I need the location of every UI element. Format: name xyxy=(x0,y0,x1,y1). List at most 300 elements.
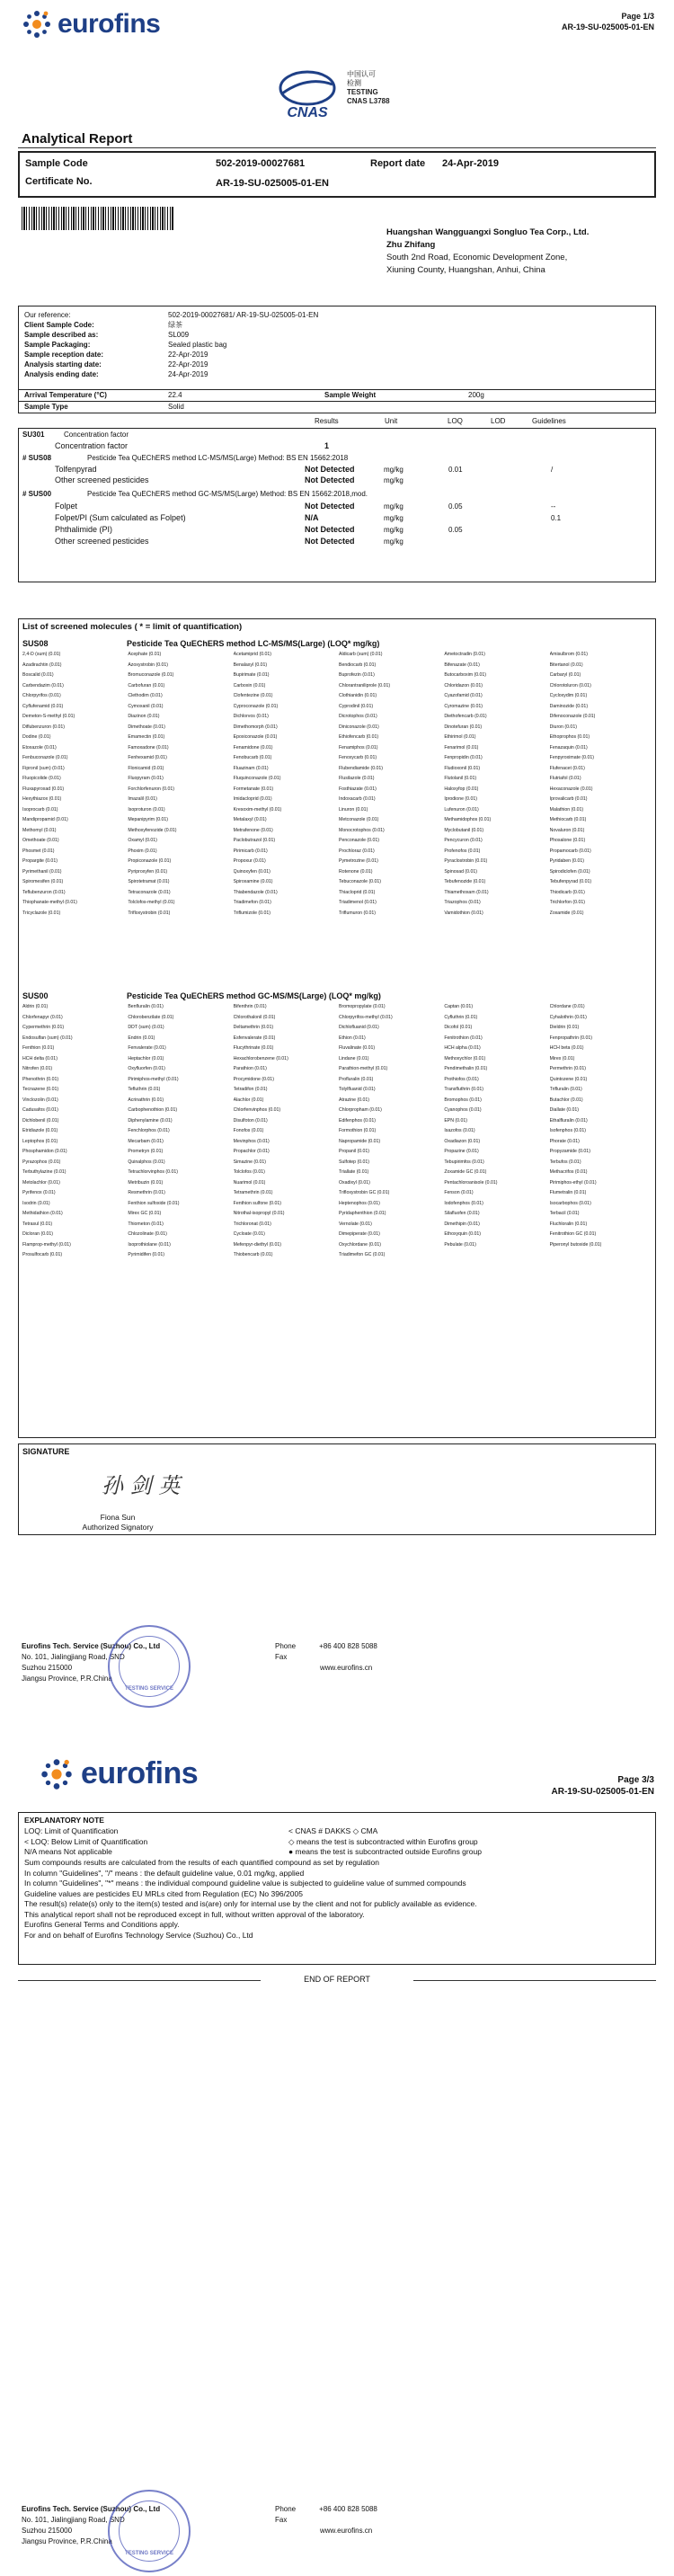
molecule-item: Oxamyl (0.01) xyxy=(128,838,157,843)
molecule-item: Napropamide (0.01) xyxy=(339,1138,381,1144)
molecule-item: Carbofuran (0.01) xyxy=(128,682,165,688)
molecule-item: Ethoprophos (0.01) xyxy=(549,734,590,740)
molecule-item: Parathion-methyl (0.01) xyxy=(339,1066,388,1071)
result-name: Phthalimide (PI) xyxy=(55,525,113,534)
molecule-item: Dicrotophos (0.01) xyxy=(339,714,377,719)
molecule-item: Fenpropidin (0.01) xyxy=(444,755,483,760)
molecule-item: Chlozolinate (0.01) xyxy=(128,1231,167,1237)
footer-fax-label: Fax xyxy=(275,1653,288,1661)
molecule-item: Fenvalerate (0.01) xyxy=(128,1045,166,1051)
molecule-item: Pyridaben (0.01) xyxy=(549,858,585,864)
molecule-item: Isocarbophos (0.01) xyxy=(549,1200,591,1206)
footer-page1 xyxy=(22,1641,651,1695)
molecule-item: Dichlorvos (0.01) xyxy=(233,714,269,719)
molecule-item: Pendimethalin (0.01) xyxy=(444,1066,488,1071)
su500-code: # SUS00 xyxy=(22,490,52,498)
molecule-item: Thiometon (0.01) xyxy=(128,1221,164,1227)
molecule-item: Flutriafol (0.01) xyxy=(549,776,581,781)
molecule-item: HCH beta (0.01) xyxy=(549,1045,584,1051)
result-loq: 0.01 xyxy=(448,466,463,474)
result-value: Not Detected xyxy=(305,465,355,474)
molecule-item: Dinotefuran (0.01) xyxy=(444,724,483,730)
sample-code-box xyxy=(18,151,656,198)
molecule-item: Cyfluthrin (0.01) xyxy=(444,1014,478,1020)
sample-info-box xyxy=(18,306,656,413)
molecule-item: Pyrazophos (0.01) xyxy=(22,1159,61,1165)
molecule-item: Teflubenzuron (0.01) xyxy=(22,889,66,895)
molecule-item: Metalaxyl (0.01) xyxy=(233,817,267,822)
molecule-item: Fenarimol (0.01) xyxy=(444,744,479,751)
molecule-item: Tetraconazole (0.01) xyxy=(128,889,171,895)
result-value: N/A xyxy=(305,513,319,522)
su500-method: Pesticide Tea QuEChERS method GC-MS/MS(Large) Method: BS EN 15662:2018,mod. xyxy=(87,490,368,498)
molecule-item: Bromuconazole (0.01) xyxy=(128,672,174,678)
molecule-item: Chlorfenapyr (0.01) xyxy=(22,1014,63,1020)
molecule-item: Paclobutrazol (0.01) xyxy=(233,838,276,843)
footer-address1: No. 101, Jialingjiang Road, SND xyxy=(22,1653,125,1661)
molecule-item: Trifloxystrobin GC (0.01) xyxy=(339,1190,390,1195)
note-line: Sum compounds results are calculated from the results of each quantified compound as set by regulation xyxy=(24,1858,379,1867)
molecule-item: Phoxim (0.01) xyxy=(128,848,157,854)
molecule-item: Lufenuron (0.01) xyxy=(444,806,479,813)
molecule-item: Tecnazene (0.01) xyxy=(22,1087,59,1092)
eurofins-logo-icon xyxy=(40,1757,74,1791)
molecule-item: Chlorotoluron (0.01) xyxy=(549,682,591,688)
molecule-item: Triadimenol (0.01) xyxy=(339,900,377,905)
molecule-item: Aldrin (0.01) xyxy=(22,1004,49,1009)
molecule-item: Triallate (0.01) xyxy=(339,1169,369,1175)
footer-address1: No. 101, Jialingjiang Road, SND xyxy=(22,2516,125,2524)
molecule-item: Pirimiphos-ethyl (0.01) xyxy=(549,1179,597,1186)
page-number: Page 1/3 xyxy=(621,12,654,21)
molecule-item: Isodrin (0.01) xyxy=(22,1200,50,1206)
molecule-item: Thiodicarb (0.01) xyxy=(549,889,585,895)
molecule-item: Atrazine (0.01) xyxy=(339,1097,370,1103)
footer-fax-label: Fax xyxy=(275,2516,288,2524)
report-id: AR-19-SU-025005-01-EN xyxy=(551,1787,654,1797)
molecule-item: Silafluofen (0.01) xyxy=(444,1211,480,1216)
molecule-item: Dodine (0.01) xyxy=(22,734,51,740)
molecule-item: Diazinon (0.01) xyxy=(128,714,160,719)
molecule-item: Benalaxyl (0.01) xyxy=(233,662,268,668)
molecule-item: Tetramethrin (0.01) xyxy=(233,1190,273,1195)
molecule-item: Chlorobenzilate (0.01) xyxy=(128,1014,174,1020)
molecule-item: DDT (sum) (0.01) xyxy=(128,1025,164,1030)
molecule-item: Dicofol (0.01) xyxy=(444,1025,473,1030)
molecule-item: Flamprop-methyl (0.01) xyxy=(22,1241,71,1248)
molecule-item: Mirex (0.01) xyxy=(549,1055,575,1061)
molecule-item: Tolylfluanid (0.01) xyxy=(339,1087,376,1092)
molecule-item: Mecarbam (0.01) xyxy=(128,1138,164,1144)
cnas-number: CNAS L3788 xyxy=(347,97,390,105)
molecule-item: Lindane (0.01) xyxy=(339,1055,369,1061)
molecule-item: Methoxychlor (0.01) xyxy=(444,1055,486,1061)
molecule-item: Fenthion (0.01) xyxy=(22,1045,55,1051)
molecule-item: Clofentezine (0.01) xyxy=(233,693,273,698)
sample-code-label: Sample Code xyxy=(25,158,88,169)
footer-page3 xyxy=(22,2504,651,2558)
molecule-item: Fenamidone (0.01) xyxy=(233,744,273,751)
molecule-item: Trifluralin (0.01) xyxy=(549,1087,582,1092)
lc-method-title: Pesticide Tea QuEChERS method LC-MS/MS(Large) (LOQ* mg/kg) xyxy=(127,639,380,648)
molecule-item: Phorate (0.01) xyxy=(549,1138,580,1144)
result-unit: mg/kg xyxy=(384,476,404,484)
molecule-item: Fosthiazate (0.01) xyxy=(339,786,377,792)
molecule-item: Iprovalicarb (0.01) xyxy=(549,796,588,802)
molecule-item: Diflubenzuron (0.01) xyxy=(22,724,66,730)
molecule-item: Oxychlordane (0.01) xyxy=(339,1241,381,1248)
molecule-item: Pyrifenox (0.01) xyxy=(22,1190,56,1195)
molecule-item: Diethofencarb (0.01) xyxy=(444,714,487,719)
molecule-item: Fenamiphos (0.01) xyxy=(339,744,378,751)
notes-full xyxy=(24,1858,650,1941)
molecule-item: Kresoxim-methyl (0.01) xyxy=(233,806,282,813)
molecule-item: Pyraclostrobin (0.01) xyxy=(444,858,488,864)
cnas-cn1: 中国认可 xyxy=(347,70,376,78)
molecule-item: Methacrifos (0.01) xyxy=(549,1169,588,1175)
client-person: Zhu Zhifang xyxy=(386,240,436,250)
molecule-item: Heptachlor (0.01) xyxy=(128,1055,164,1061)
molecule-item: Cyanophos (0.01) xyxy=(444,1107,482,1113)
footer-phone: +86 400 828 5088 xyxy=(319,2505,377,2513)
molecule-item: Omethoate (0.01) xyxy=(22,838,59,843)
molecule-item: Spinosad (0.01) xyxy=(444,868,477,875)
molecule-item: Dichlobenil (0.01) xyxy=(22,1117,59,1124)
molecule-item: Thiophanate-methyl (0.01) xyxy=(22,900,77,905)
molecule-item: EPN (0.01) xyxy=(444,1117,467,1124)
result-name: Other screened pesticides xyxy=(55,475,149,484)
note-line: ◇ means the test is subcontracted within Eurofins group xyxy=(288,1836,478,1846)
molecule-item: Propanil (0.01) xyxy=(339,1149,370,1154)
molecule-item: Linuron (0.01) xyxy=(339,806,368,813)
molecule-item: Boscalid (0.01) xyxy=(22,672,54,678)
molecule-item: Acrinathrin (0.01) xyxy=(128,1097,164,1103)
info-key: Analysis starting date: xyxy=(24,360,102,369)
eurofins-wordmark: eurofins xyxy=(58,9,161,39)
molecule-item: Captan (0.01) xyxy=(444,1004,474,1009)
sample-type-value: Solid xyxy=(168,403,184,411)
cnas-mark xyxy=(275,67,419,120)
molecule-item: Terbuthylazine (0.01) xyxy=(22,1169,67,1175)
divider xyxy=(18,147,656,148)
molecule-item: Fluopicolide (0.01) xyxy=(22,776,61,781)
molecule-item: Etridiazole (0.01) xyxy=(22,1128,58,1133)
screened-title: List of screened molecules ( * = limit of quantification) xyxy=(22,622,243,632)
molecule-item: Vinclozolin (0.01) xyxy=(22,1097,58,1103)
screened-molecules-box xyxy=(18,618,656,1438)
footer-company: Eurofins Tech. Service (Suzhou) Co., Ltd xyxy=(22,1642,161,1650)
molecule-item: Pyrimidifen (0.01) xyxy=(128,1252,164,1257)
molecule-item: Ametoctradin (0.01) xyxy=(444,652,485,657)
eurofins-wordmark: eurofins xyxy=(81,1756,199,1790)
molecule-item: Fenoxycarb (0.01) xyxy=(339,755,377,760)
molecule-item: Fluopyram (0.01) xyxy=(128,776,164,781)
molecule-item: Penconazole (0.01) xyxy=(339,838,379,843)
molecule-item: Fenazaquin (0.01) xyxy=(549,744,588,751)
lc-molecule-grid xyxy=(22,652,652,916)
company-stamp xyxy=(108,2490,191,2572)
su301-row-value: 1 xyxy=(324,441,330,450)
eurofins-logo-icon xyxy=(22,9,52,40)
sample-weight-label: Sample Weight xyxy=(324,391,377,399)
molecule-item: Flutolanil (0.01) xyxy=(444,776,477,781)
info-value: SL009 xyxy=(168,331,190,339)
molecule-item: Vamidothion (0.01) xyxy=(444,910,483,916)
molecule-item: Metribuzin (0.01) xyxy=(128,1179,164,1186)
footer-address3: Jiangsu Province, P.R.China xyxy=(22,2537,112,2545)
molecule-item: Flubendiamide (0.01) xyxy=(339,765,384,771)
note-line: This analytical report shall not be reproduced except in full, without written approval of the laboratory. xyxy=(24,1909,365,1919)
molecule-item: Chlorantraniliprole (0.01) xyxy=(339,682,391,688)
molecule-item: Clothianidin (0.01) xyxy=(339,693,377,698)
molecule-item: Benfluralin (0.01) xyxy=(128,1004,164,1009)
molecule-item: Flufenacet (0.01) xyxy=(549,765,585,771)
molecule-item: Diuron (0.01) xyxy=(549,724,577,730)
molecule-item: Spiroxamine (0.01) xyxy=(233,879,273,884)
molecule-item: Simazine (0.01) xyxy=(233,1159,266,1165)
molecule-item: Cyromazine (0.01) xyxy=(444,703,483,709)
molecule-item: Forchlorfenuron (0.01) xyxy=(128,786,174,792)
note-line: Guideline values are pesticides EU MRLs cited from Regulation (EC) No 396/2005 xyxy=(24,1888,303,1898)
molecule-item: Isoprothiolane (0.01) xyxy=(128,1241,171,1248)
footer-web: www.eurofins.cn xyxy=(320,2527,373,2535)
molecule-item: Propamocarb (0.01) xyxy=(549,848,591,854)
molecule-item: Demeton-S-methyl (0.01) xyxy=(22,714,75,719)
molecule-item: Sulfotep (0.01) xyxy=(339,1159,370,1165)
molecule-item: Carbendazim (0.01) xyxy=(22,682,64,688)
signatory-name: Fiona Sun xyxy=(100,1513,136,1522)
note-line: In column "Guidelines", "*" means : the individual compound guideline value is subjected to guideline value of summed compounds xyxy=(24,1879,466,1888)
molecule-item: Cymoxanil (0.01) xyxy=(128,703,164,709)
molecule-item: Amisulbrom (0.01) xyxy=(549,652,589,657)
certificate-label: Certificate No. xyxy=(25,176,93,187)
molecule-item: Formothion (0.01) xyxy=(339,1128,377,1133)
molecule-item: Bromophos (0.01) xyxy=(444,1097,482,1103)
molecule-item: Difenoconazole (0.01) xyxy=(549,714,596,719)
result-loq: 0.05 xyxy=(448,502,463,511)
molecule-item: Isazofos (0.01) xyxy=(444,1128,475,1133)
molecule-item: Phenothrin (0.01) xyxy=(22,1076,59,1082)
molecule-item: Pebulate (0.01) xyxy=(444,1241,476,1248)
molecule-item: Dimethomorph (0.01) xyxy=(233,724,278,730)
su508-code: # SUS08 xyxy=(22,454,52,462)
handwritten-signature: 孙 剑 英 xyxy=(102,1473,181,1498)
molecule-item: Methoxyfenozide (0.01) xyxy=(128,827,177,833)
page-header-right xyxy=(562,11,654,32)
info-key: Sample described as: xyxy=(24,331,99,339)
molecule-item: Fenthion sulfoxide (0.01) xyxy=(128,1200,180,1206)
molecule-item: Edifenphos (0.01) xyxy=(339,1117,376,1124)
molecule-item: Chlorfenvinphos (0.01) xyxy=(233,1107,281,1113)
molecule-item: Tricyclazole (0.01) xyxy=(22,910,61,916)
molecule-item: Acephate (0.01) xyxy=(128,652,162,657)
molecule-item: Pymetrozine (0.01) xyxy=(339,858,378,864)
molecule-item: Cypermethrin (0.01) xyxy=(22,1025,65,1030)
molecule-item: Procymidone (0.01) xyxy=(233,1076,274,1082)
molecule-item: Famoxadone (0.01) xyxy=(128,744,169,751)
sample-type-label: Sample Type xyxy=(24,403,68,411)
result-value: Not Detected xyxy=(305,525,355,534)
molecule-item: Dimepiperate (0.01) xyxy=(339,1231,380,1237)
molecule-item: Bitertanol (0.01) xyxy=(549,662,583,668)
result-guideline: -- xyxy=(551,502,556,511)
molecule-item: Flonicamid (0.01) xyxy=(128,765,164,771)
molecule-item: Triflumizole (0.01) xyxy=(233,910,270,916)
molecule-item: Propyzamide (0.01) xyxy=(549,1149,590,1154)
info-value: 24-Apr-2019 xyxy=(168,370,208,378)
molecule-item: Oxyfluorfen (0.01) xyxy=(128,1066,165,1071)
molecule-item: Imazalil (0.01) xyxy=(128,796,157,802)
molecule-item: Cyflufenamid (0.01) xyxy=(22,703,64,709)
col-loq: LOQ xyxy=(448,417,463,425)
col-guidelines: Guidelines xyxy=(532,417,566,425)
eurofins-logo xyxy=(22,9,160,40)
molecule-item: Triadimefon (0.01) xyxy=(233,900,271,905)
signature-title: SIGNATURE xyxy=(22,1447,70,1456)
molecule-item: Dimethoate (0.01) xyxy=(128,724,165,730)
molecule-item: Pyrimethanil (0.01) xyxy=(22,868,62,875)
molecule-item: Thiacloprid (0.01) xyxy=(339,889,376,895)
molecule-item: Methidathion (0.01) xyxy=(22,1211,63,1216)
cnas-emblem-icon xyxy=(275,67,340,120)
molecule-item: Propazine (0.01) xyxy=(444,1149,479,1154)
molecule-item: Carbophenothion (0.01) xyxy=(128,1107,178,1113)
notes-left xyxy=(24,1826,147,1858)
molecule-item: HCH delta (0.01) xyxy=(22,1055,58,1061)
molecule-item: Buprofezin (0.01) xyxy=(339,672,375,678)
molecule-item: Chlorpropham (0.01) xyxy=(339,1107,382,1113)
molecule-item: Tetrachlorvinphos (0.01) xyxy=(128,1169,178,1175)
molecule-item: Leptophos (0.01) xyxy=(22,1138,58,1144)
footer-phone-label: Phone xyxy=(275,2505,297,2513)
client-company: Huangshan Wangguangxi Songluo Tea Corp., Ltd. xyxy=(386,227,590,237)
cnas-testing: TESTING xyxy=(347,88,378,96)
molecule-item: Endosulfan (sum) (0.01) xyxy=(22,1035,73,1041)
molecule-item: Quinoxyfen (0.01) xyxy=(233,868,270,875)
molecule-item: Ethalfluralin (0.01) xyxy=(549,1117,588,1124)
su301-title: Concentration factor xyxy=(64,431,129,439)
molecule-item: Carboxin (0.01) xyxy=(233,682,266,688)
certificate-value: AR-19-SU-025005-01-EN xyxy=(216,178,329,189)
molecule-item: Mandipropamid (0.01) xyxy=(22,817,68,822)
molecule-item: Mevinphos (0.01) xyxy=(233,1138,270,1144)
molecule-item: Methomyl (0.01) xyxy=(22,827,57,833)
result-value: Not Detected xyxy=(305,502,355,511)
molecule-item: Monocrotophos (0.01) xyxy=(339,827,385,833)
eurofins-logo xyxy=(40,1756,198,1791)
molecule-item: Fenitrothion (0.01) xyxy=(444,1035,483,1041)
molecule-item: Pentachloroanisole (0.01) xyxy=(444,1179,498,1186)
result-name: Tolfenpyrad xyxy=(55,465,97,474)
footer-address2: Suzhou 215000 xyxy=(22,1664,73,1672)
col-lod: LOD xyxy=(491,417,506,425)
page-3 xyxy=(0,1744,674,2576)
note-line: For and on behalf of Eurofins Technology Service (Suzhou) Co., Ltd xyxy=(24,1930,253,1940)
molecule-item: Cyproconazole (0.01) xyxy=(233,703,279,709)
molecule-item: Isofenphos (0.01) xyxy=(549,1128,587,1133)
result-name: Folpet xyxy=(55,502,78,511)
molecule-item: Fenitrothion GC (0.01) xyxy=(549,1231,597,1237)
molecule-item: Fludioxonil (0.01) xyxy=(444,765,481,771)
molecule-item: Metrafenone (0.01) xyxy=(233,827,273,833)
molecule-item: Cadusafos (0.01) xyxy=(22,1107,58,1113)
footer-company: Eurofins Tech. Service (Suzhou) Co., Ltd xyxy=(22,2505,161,2513)
molecule-item: Bifenazate (0.01) xyxy=(444,662,480,668)
molecule-item: Disulfoton (0.01) xyxy=(233,1117,268,1124)
molecule-item: Novaluron (0.01) xyxy=(549,827,585,833)
molecule-item: Flusilazole (0.01) xyxy=(339,776,375,781)
molecule-item: Nitrofen (0.01) xyxy=(22,1066,53,1071)
molecule-item: Triflumuron (0.01) xyxy=(339,910,377,916)
molecule-item: Fluvalinate (0.01) xyxy=(339,1045,376,1051)
molecule-item: Propiconazole (0.01) xyxy=(128,858,172,864)
info-key: Client Sample Code: xyxy=(24,321,94,329)
molecule-item: Emamectin (0.01) xyxy=(128,734,165,740)
molecule-item: Tefluthrin (0.01) xyxy=(128,1087,161,1092)
molecule-item: Chloridazon (0.01) xyxy=(444,682,483,688)
client-address-line2: Xiuning County, Huangshan, Anhui, China xyxy=(386,265,545,275)
molecule-item: Profluralin (0.01) xyxy=(339,1076,374,1082)
molecule-item: Ethion (0.01) xyxy=(339,1035,366,1041)
result-name: Other screened pesticides xyxy=(55,537,149,546)
molecule-item: Bupirimate (0.01) xyxy=(233,672,270,678)
molecule-item: Dicloran (0.01) xyxy=(22,1231,54,1237)
molecule-item: Vernolate (0.01) xyxy=(339,1221,372,1227)
footer-phone: +86 400 828 5088 xyxy=(319,1642,377,1650)
molecule-item: Formetanate (0.01) xyxy=(233,786,274,792)
molecule-item: Fenobucarb (0.01) xyxy=(233,755,272,760)
barcode xyxy=(22,207,174,230)
molecule-item: Trichlorfon (0.01) xyxy=(549,900,585,905)
molecule-item: Spirotetramat (0.01) xyxy=(128,879,170,884)
result-name: Folpet/PI (Sum calculated as Folpet) xyxy=(55,513,186,522)
results-box xyxy=(18,428,656,582)
molecule-item: Ethirimol (0.01) xyxy=(444,734,476,740)
gc-method-title: Pesticide Tea QuEChERS method GC-MS/MS(Large) (LOQ* mg/kg) xyxy=(127,991,381,1000)
molecule-item: Fenpropathrin (0.01) xyxy=(549,1035,592,1041)
col-results: Results xyxy=(315,417,339,425)
molecule-item: Phosalone (0.01) xyxy=(549,838,586,843)
molecule-item: Methiocarb (0.01) xyxy=(549,817,587,822)
molecule-item: Fenpyroximate (0.01) xyxy=(549,755,594,760)
molecule-item: Oxadiazon (0.01) xyxy=(444,1138,481,1144)
molecule-item: Deltamethrin (0.01) xyxy=(233,1025,274,1030)
result-value: Not Detected xyxy=(305,537,355,546)
molecule-item: Butocarboxim (0.01) xyxy=(444,672,487,678)
molecule-item: Chlorpyrifos (0.01) xyxy=(22,693,61,698)
molecule-item: Butachlor (0.01) xyxy=(549,1097,583,1103)
page-header-right xyxy=(552,1774,655,1798)
molecule-item: Myclobutanil (0.01) xyxy=(444,827,484,833)
molecule-item: Iodofenphos (0.01) xyxy=(444,1200,483,1206)
molecule-item: Aldicarb (sum) (0.01) xyxy=(339,652,383,657)
molecule-item: Endrin (0.01) xyxy=(128,1035,155,1041)
note-line: ● means the test is subcontracted outside Eurofins group xyxy=(288,1847,482,1856)
molecule-item: Tolclofos (0.01) xyxy=(233,1169,265,1175)
signatory-role: Authorized Signatory xyxy=(82,1523,154,1532)
molecule-item: Hexythiazox (0.01) xyxy=(22,796,62,802)
note-line: LOQ: Limit of Quantification xyxy=(24,1826,119,1835)
result-guideline: 0.1 xyxy=(551,514,562,522)
end-of-report-text: END OF REPORT xyxy=(304,1975,370,1984)
molecule-item: Fipronil (sum) (0.01) xyxy=(22,765,65,771)
su301-code: SU301 xyxy=(22,431,45,439)
molecule-item: Carbaryl (0.01) xyxy=(549,672,581,678)
gc-method-code: SUS00 xyxy=(22,991,49,1000)
molecule-item: Spirodiclofen (0.01) xyxy=(549,868,590,875)
molecule-item: Dieldrin (0.01) xyxy=(549,1025,580,1030)
molecule-item: Phosmet (0.01) xyxy=(22,848,55,854)
